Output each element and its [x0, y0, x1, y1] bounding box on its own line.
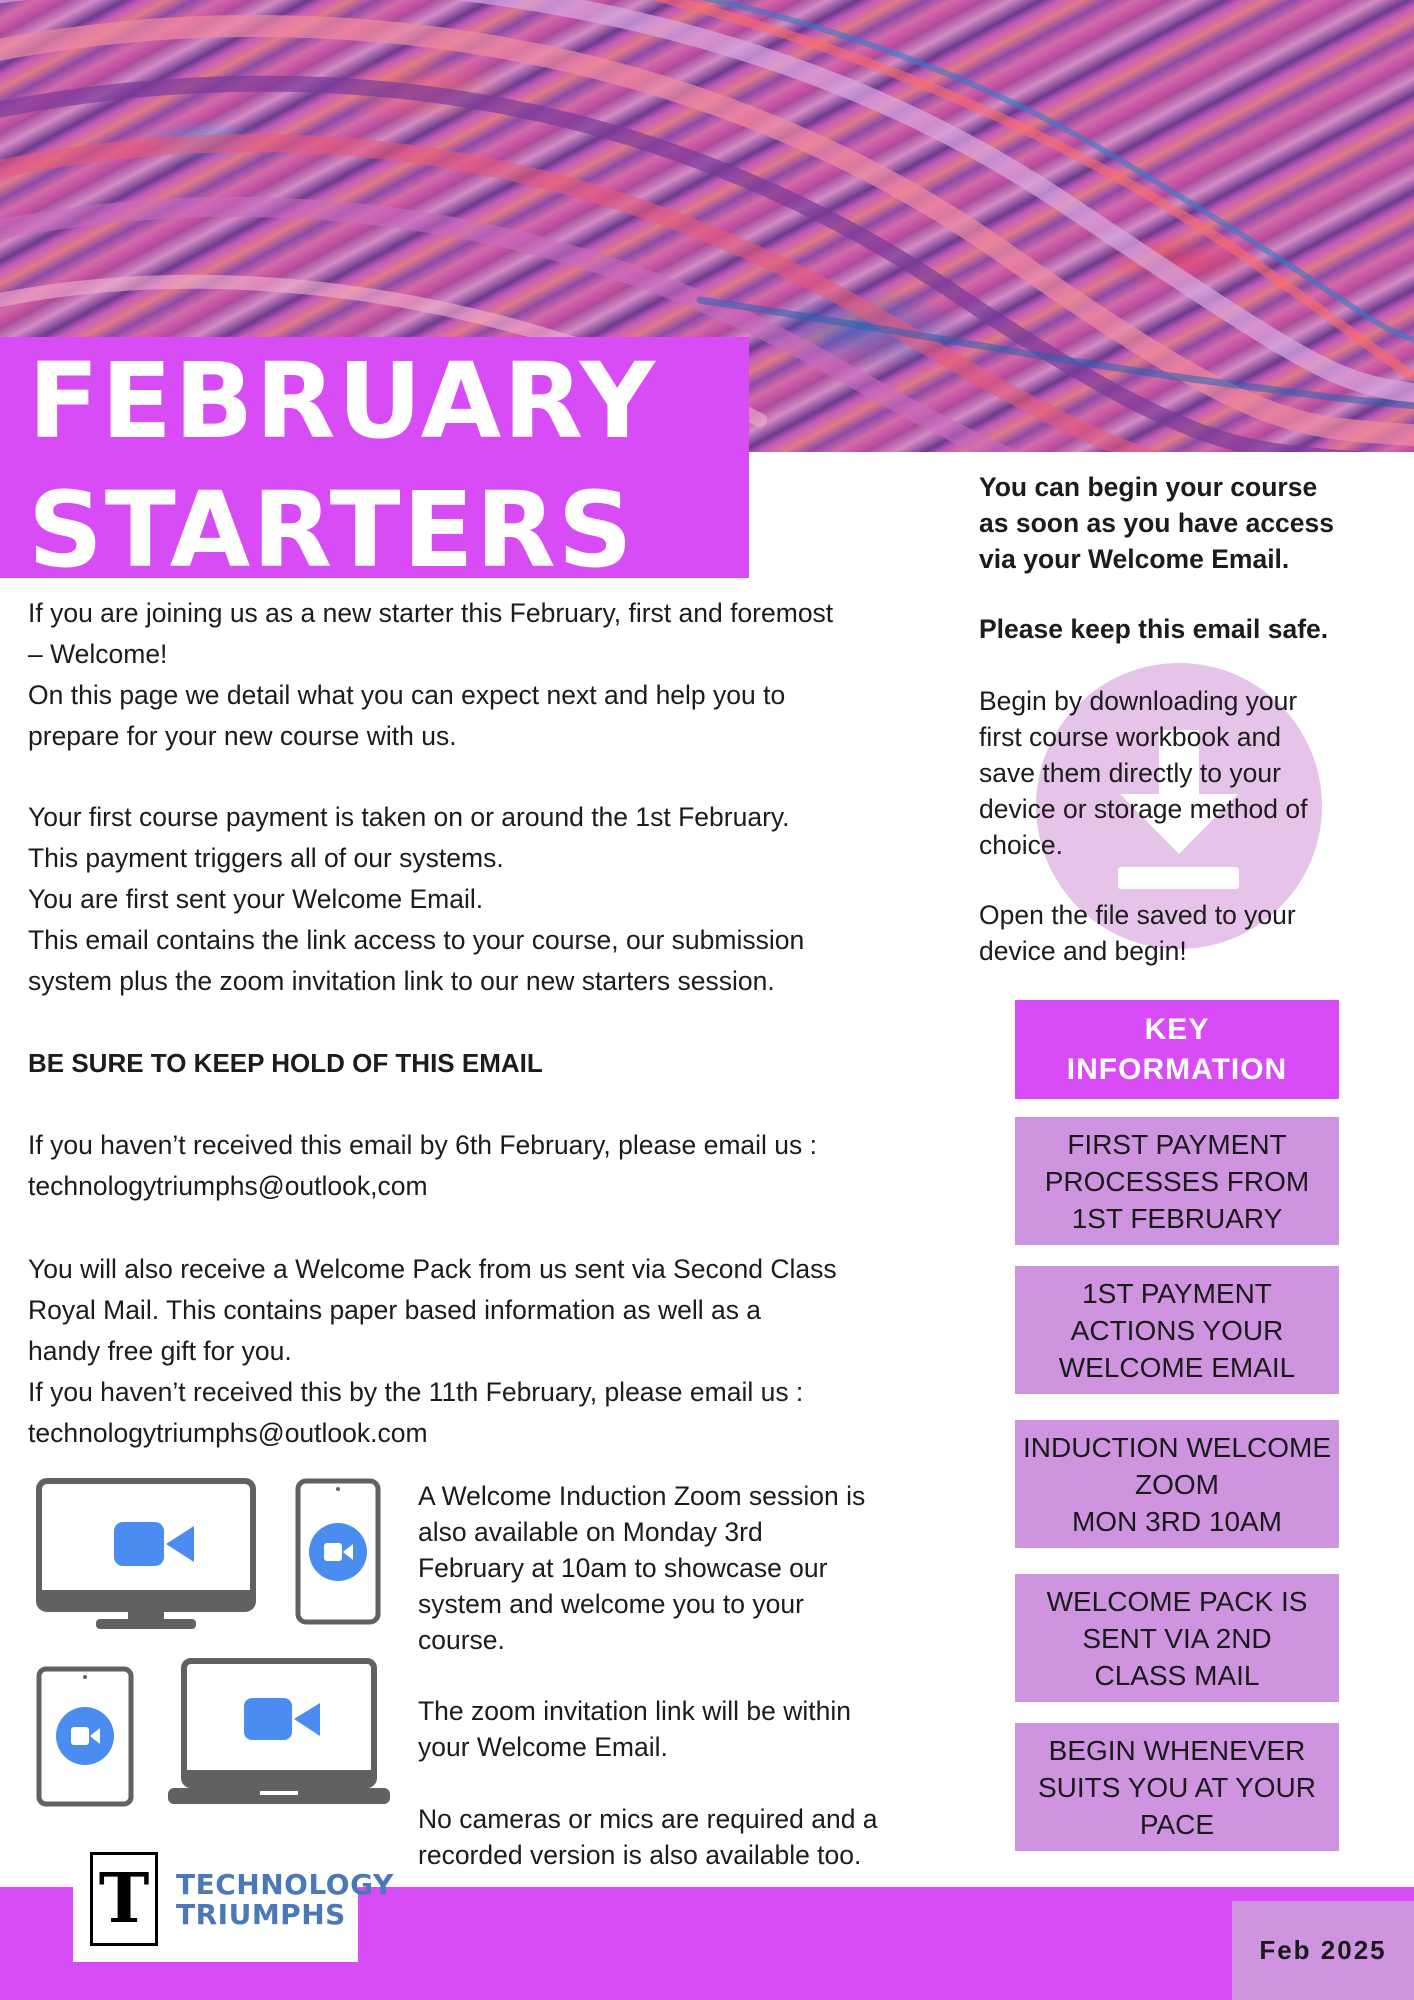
pack-line: You will also receive a Welcome Pack from us sent via Second Class — [28, 1254, 837, 1284]
intro-text — [28, 593, 948, 757]
welcome-pack-text — [28, 1249, 948, 1454]
zoom-line: recorded version is also available too. — [418, 1840, 862, 1870]
zoom-no-camera-text — [418, 1801, 938, 1873]
not-received-line: If you haven’t received this email by 6th February, please email us : — [28, 1130, 818, 1160]
zoom-line: The zoom invitation link will be within — [418, 1696, 852, 1726]
download-line: save them directly to your — [979, 758, 1281, 788]
payment-line: system plus the zoom invitation link to our new starters session. — [28, 966, 775, 996]
key-info-box: INDUCTION WELCOME ZOOM MON 3RD 10AM — [1015, 1420, 1339, 1548]
logo-text-line: TECHNOLOGY — [176, 1868, 394, 1901]
page-title-line-1: FEBRUARY — [28, 340, 657, 462]
zoom-link-text — [418, 1693, 938, 1765]
key-information-header — [1015, 1000, 1339, 1099]
logo-letter: T — [98, 1859, 150, 1939]
begin-line: via your Welcome Email. — [979, 544, 1290, 574]
zoom-line: A Welcome Induction Zoom session is — [418, 1481, 866, 1511]
email-address-link[interactable]: technologytriumphs@outlook,com — [28, 1171, 428, 1201]
logo-text — [176, 1870, 394, 1930]
key-info-box: BEGIN WHENEVER SUITS YOU AT YOUR PACE — [1015, 1723, 1339, 1851]
zoom-line: also available on Monday 3rd — [418, 1517, 763, 1547]
logo-text-line: TRIUMPHS — [176, 1898, 346, 1931]
intro-line: – Welcome! — [28, 639, 168, 669]
begin-line: as soon as you have access — [979, 508, 1335, 538]
key-info-box: WELCOME PACK IS SENT VIA 2ND CLASS MAIL — [1015, 1574, 1339, 1702]
open-file-text — [979, 897, 1399, 969]
zoom-line: February at 10am to showcase our — [418, 1553, 828, 1583]
key-header-line: INFORMATION — [1066, 1052, 1288, 1086]
pack-line: handy free gift for you. — [28, 1336, 292, 1366]
intro-line: prepare for your new course with us. — [28, 721, 457, 751]
keep-email-safe-text: Please keep this email safe. — [979, 614, 1329, 644]
zoom-line: system and welcome you to your — [418, 1589, 804, 1619]
zoom-line: your Welcome Email. — [418, 1732, 668, 1762]
zoom-line: No cameras or mics are required and a — [418, 1804, 878, 1834]
pack-line: Royal Mail. This contains paper based information as well as a — [28, 1295, 762, 1325]
pack-line: If you haven’t received this by the 11th February, please email us : — [28, 1377, 804, 1407]
download-line: choice. — [979, 830, 1063, 860]
open-line: device and begin! — [979, 936, 1187, 966]
payment-line: This payment triggers all of our systems. — [28, 843, 504, 873]
payment-text — [28, 797, 948, 1002]
laptop-zoom-icon — [168, 1658, 390, 1808]
begin-course-text — [979, 469, 1399, 577]
keep-email-heading: BE SURE TO KEEP HOLD OF THIS EMAIL — [28, 1048, 543, 1078]
email-address-link[interactable]: technologytriumphs@outlook.com — [28, 1418, 428, 1448]
tablet-zoom-icon — [36, 1666, 134, 1807]
begin-line: You can begin your course — [979, 472, 1318, 502]
not-received-text — [28, 1125, 948, 1207]
key-info-box: 1ST PAYMENT ACTIONS YOUR WELCOME EMAIL — [1015, 1266, 1339, 1394]
download-line: device or storage method of — [979, 794, 1308, 824]
zoom-session-text — [418, 1478, 938, 1658]
download-line: Begin by downloading your — [979, 686, 1298, 716]
zoom-line: course. — [418, 1625, 505, 1655]
open-line: Open the file saved to your — [979, 900, 1296, 930]
page-title-line-2: STARTERS — [28, 469, 635, 591]
payment-line: You are first sent your Welcome Email. — [28, 884, 484, 914]
payment-line: Your first course payment is taken on or around the 1st February. — [28, 802, 790, 832]
desktop-zoom-icon — [36, 1478, 256, 1630]
intro-line: On this page we detail what you can expect next and help you to — [28, 680, 786, 710]
download-workbook-text — [979, 683, 1399, 863]
download-tray-icon — [1118, 867, 1239, 889]
date-badge: Feb 2025 — [1232, 1901, 1414, 2000]
payment-line: This email contains the link access to your course, our submission — [28, 925, 805, 955]
logo-mark — [90, 1852, 158, 1946]
intro-line: If you are joining us as a new starter this February, first and foremost — [28, 598, 834, 628]
key-header-line: KEY — [1144, 1012, 1210, 1046]
key-info-box: FIRST PAYMENT PROCESSES FROM 1ST FEBRUARY — [1015, 1117, 1339, 1245]
phone-zoom-icon — [295, 1478, 381, 1625]
download-line: first course workbook and — [979, 722, 1281, 752]
